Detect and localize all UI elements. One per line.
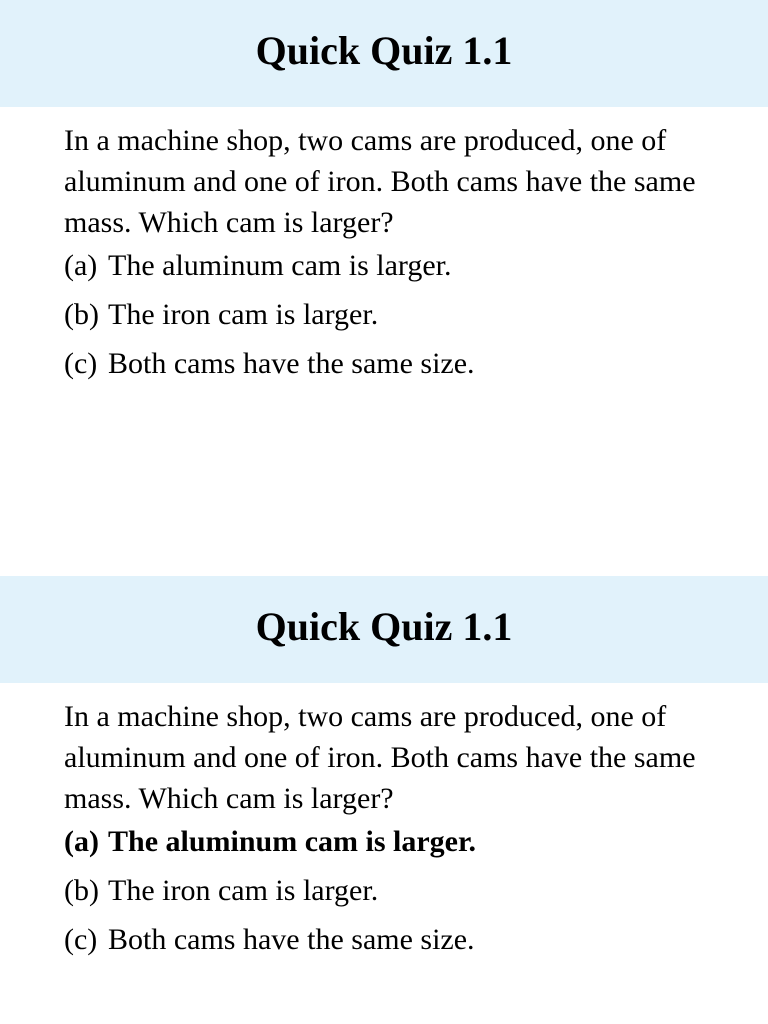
option-a [64,249,475,298]
answer-options [64,249,475,396]
quiz-slide-answer [0,576,768,1024]
option-text: The iron cam is larger. [108,874,379,907]
quiz-question: In a machine shop, two cams are produced, one of aluminum and one of iron. Both cams have the same mass. Which cam is larger? [64,124,696,239]
option-letter: (a) [64,825,99,858]
quiz-question: In a machine shop, two cams are produced, one of aluminum and one of iron. Both cams have the same mass. Which cam is larger? [64,700,696,815]
option-c [64,347,475,396]
option-text: The aluminum cam is larger. [108,249,452,282]
option-text: The iron cam is larger. [108,298,379,331]
slide-title: Quick Quiz 1.1 [255,27,513,73]
slide-title-bar [0,0,768,107]
option-text: Both cams have the same size. [108,923,475,956]
option-b [64,874,476,923]
option-a [64,825,476,874]
option-letter: (c) [64,347,98,380]
option-text: Both cams have the same size. [108,347,475,380]
slide-title: Quick Quiz 1.1 [255,603,513,649]
answer-options [64,825,476,972]
option-letter: (b) [64,874,99,907]
option-text: The aluminum cam is larger. [108,825,477,858]
option-letter: (c) [64,923,98,956]
option-letter: (b) [64,298,99,331]
option-c [64,923,476,972]
option-letter: (a) [64,249,98,282]
slide-title-bar [0,576,768,683]
option-b [64,298,475,347]
